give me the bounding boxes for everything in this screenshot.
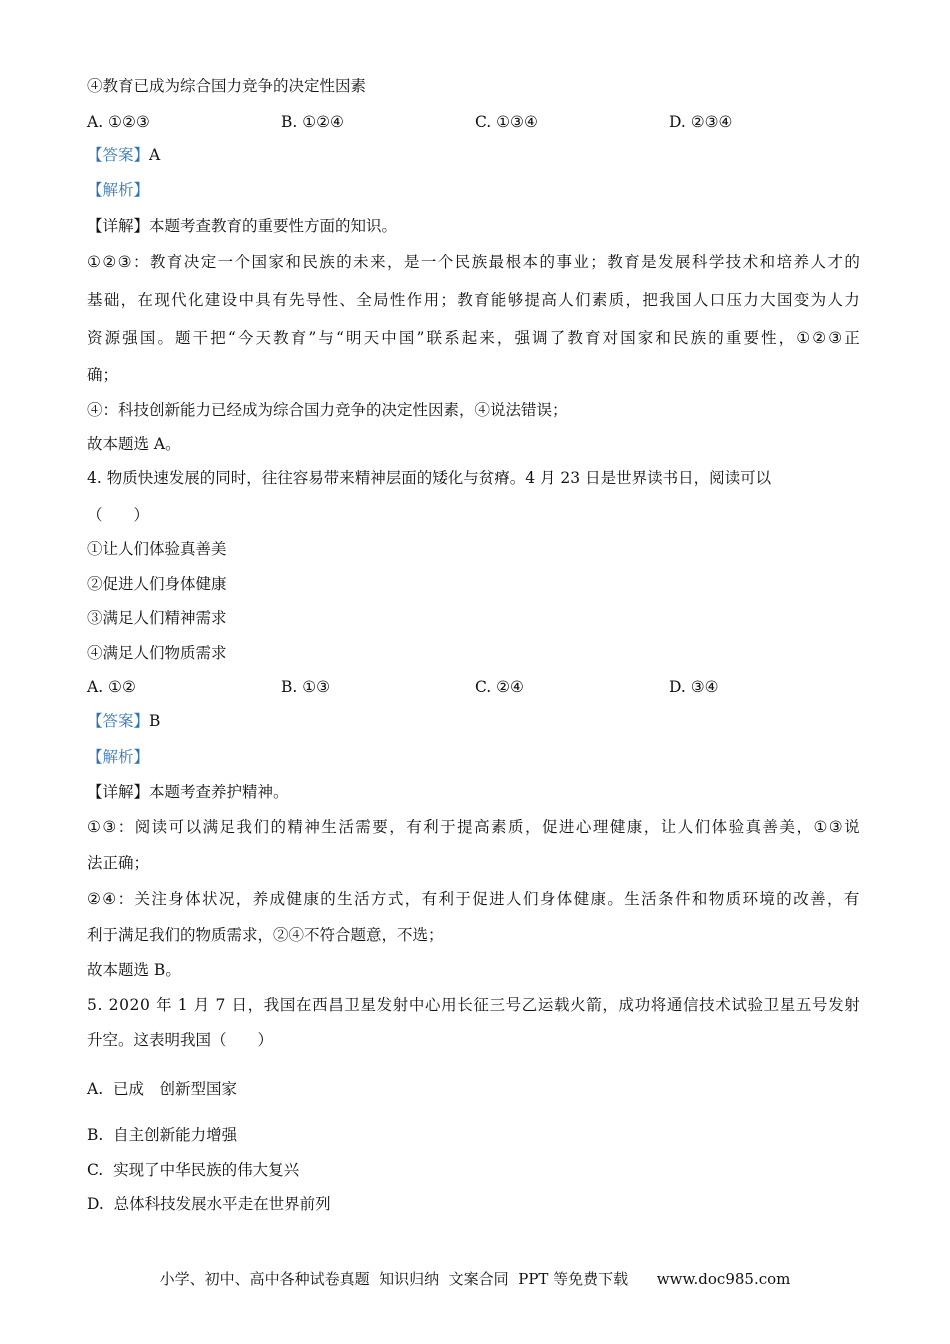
q3-explanation-line-2: 基 础 ， 在 现 代 化 建 设 中 具 有 先 导 性 、 全 局 性 作 用 ； 教 育 能 够 提 高 人 们 素 质 ， 把 我 国 人 口 压 力 大 国 变 为 人 力 <box>87 291 860 309</box>
q3-explanation-line-1: ① ② ③ ： 教 育 决 定 一 个 国 家 和 民 族 的 未 来 ， 是 一 个 民 族 最 根 本 的 事 业 ； 教 育 是 发 展 科 学 技 术 和 培 养 人 才 的 <box>87 253 860 271</box>
q4-stem-line-1: 4. 物质快速发展的同时，往往容易带来精神层面的矮化与贫瘠。4 月 23 日是世界读书日，阅读可以 <box>87 469 772 487</box>
answer-tag: 【答案】 <box>87 712 150 730</box>
q4-answer <box>87 711 160 731</box>
q3-option-a: A. ①②③ <box>87 113 150 131</box>
q3-option-b: B. ①②④ <box>281 113 344 131</box>
q5-option-d: D. 总体科技发展水平走在世界前列 <box>87 1195 331 1213</box>
q4-analysis-tag: 【解析】 <box>87 748 150 766</box>
q3-option-c: C. ①③④ <box>475 113 538 131</box>
q3-explanation-item-4: ④：科技创新能力已经成为综合国力竞争的决定性因素，④说法错误； <box>87 401 568 419</box>
detail-text: 本题考查教育的重要性方面的知识。 <box>149 217 398 235</box>
q3-analysis-tag: 【解析】 <box>87 181 150 199</box>
q4-item-4: ④满足人们物质需求 <box>87 644 227 662</box>
page-footer <box>0 1269 950 1289</box>
q4-item-1: ①让人们体验真善美 <box>87 540 227 558</box>
q5-option-c: C. 实现了中华民族的伟大复兴 <box>87 1161 300 1179</box>
q4-item-3: ③满足人们精神需求 <box>87 609 227 627</box>
answer-tag: 【答案】 <box>87 146 150 164</box>
q4-option-d: D. ③④ <box>669 678 719 696</box>
q4-explanation-line-3: ② ④ ： 关 注 身 体 状 况 ， 养 成 健 康 的 生 活 方 式 ， 有 利 于 促 进 人 们 身 体 健 康 。 生 活 条 件 和 物 质 环 境 的 改 善 ， 有 <box>87 890 860 908</box>
q3-conclusion: 故本题选 A。 <box>87 435 181 453</box>
q5-stem-line-1: 5 . 2 0 2 0 年 1 月 7 日 ， 我 国 在 西 昌 卫 星 发 射 中 心 用 长 征 三 号 乙 运 载 火 箭 ， 成 功 将 通 信 技 术 试 验 卫 星 五 号 发 射 <box>87 996 860 1014</box>
q4-conclusion: 故本题选 B。 <box>87 961 181 979</box>
footer-url: www.doc985.com <box>656 1270 791 1288</box>
q5-option-b: B. 自主创新能力增强 <box>87 1126 238 1144</box>
q3-detail <box>87 216 397 236</box>
q4-stem-line-2: （ ） <box>87 506 150 524</box>
detail-tag: 【详解】 <box>87 217 150 235</box>
q3-explanation-line-4: 确； <box>87 366 119 384</box>
q4-item-2: ②促进人们身体健康 <box>87 575 227 593</box>
answer-value: A <box>149 146 161 164</box>
q4-option-c: C. ②④ <box>475 678 524 696</box>
q5-stem-line-2: 升空。这表明我国（ ） <box>87 1031 274 1049</box>
q3-answer <box>87 145 160 165</box>
detail-tag: 【详解】 <box>87 783 150 801</box>
q4-option-b: B. ①③ <box>281 678 331 696</box>
q3-item-4: ④教育已成为综合国力竞争的决定性因素 <box>87 77 367 95</box>
q4-option-a: A. ①② <box>87 678 136 696</box>
q4-explanation-line-1: ① ③ ： 阅 读 可 以 满 足 我 们 的 精 神 生 活 需 要 ， 有 利 于 提 高 素 质 ， 促 进 心 理 健 康 ， 让 人 们 体 验 真 善 美 ， ① ③ 说 <box>87 818 860 836</box>
q4-explanation-line-4: 利于满足我们的物质需求，②④不符合题意，不选； <box>87 926 444 944</box>
q5-option-a: A. 已成 创新型国家 <box>87 1080 237 1098</box>
q3-explanation-line-3: 资 源 强 国 。 题 干 把 “ 今 天 教 育 ” 与 “ 明 天 中 国 ” 联 系 起 来 ， 强 调 了 教 育 对 国 家 和 民 族 的 重 要 性 ， ① ② ③ 正 <box>87 329 860 347</box>
detail-text: 本题考查养护精神。 <box>149 783 289 801</box>
q3-option-d: D. ②③④ <box>669 113 733 131</box>
footer-text: 小学、初中、高中各种试卷真题 知识归纳 文案合同 PPT 等免费下载 <box>159 1270 629 1288</box>
q4-explanation-line-2: 法正确； <box>87 854 150 872</box>
q4-detail <box>87 782 289 802</box>
answer-value: B <box>149 712 161 730</box>
